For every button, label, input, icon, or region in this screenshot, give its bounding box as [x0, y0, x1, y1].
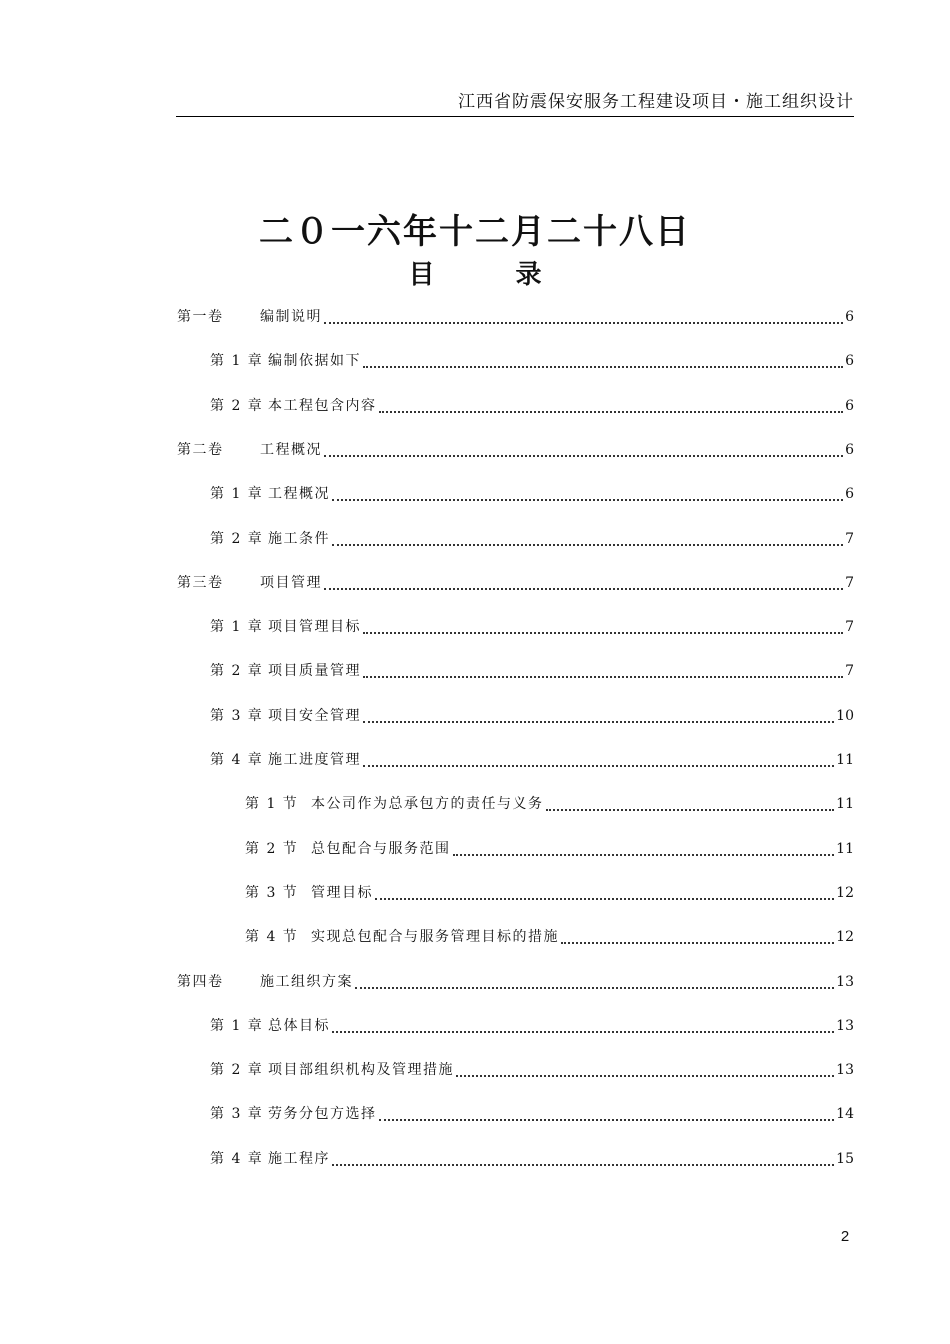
- toc-heading: 目 录: [408, 260, 578, 290]
- toc-leader-dots: [363, 366, 843, 368]
- toc-entry-title: 施工组织方案: [260, 973, 353, 990]
- toc-entry-page: 6: [845, 397, 854, 414]
- toc-entry-label: 第 1 章: [210, 1017, 264, 1034]
- toc-entry-title: 项目安全管理: [268, 707, 361, 724]
- toc-leader-dots: [363, 632, 843, 634]
- toc-entry-page: 11: [836, 840, 854, 857]
- toc-entry-label: 第 2 节: [245, 840, 299, 857]
- toc-entry-label: 第 2 章: [210, 530, 264, 547]
- toc-entry-page: 6: [845, 353, 854, 370]
- toc-leader-dots: [363, 721, 834, 723]
- toc-entry-page: 7: [845, 530, 854, 547]
- toc-entry-title: 编制依据如下: [268, 353, 361, 370]
- toc-entry-page: 6: [845, 486, 854, 503]
- toc-entry-label: 第 3 章: [210, 707, 264, 724]
- toc-entry-title: 工程概况: [260, 441, 322, 458]
- toc-leader-dots: [561, 942, 834, 944]
- toc-entry-label: 第 4 节: [245, 929, 299, 946]
- page-number: 2: [840, 1228, 850, 1245]
- toc-entry-page: 15: [836, 1150, 854, 1167]
- toc-leader-dots: [332, 1031, 834, 1033]
- toc-entry-label: 第 1 节: [245, 796, 299, 813]
- toc-entry-page: 6: [845, 309, 854, 325]
- toc-entry[interactable]: [210, 705, 854, 729]
- header-title: 江西省防震保安服务工程建设项目・施工组织设计: [458, 92, 854, 112]
- toc-leader-dots: [332, 544, 843, 546]
- toc-entry[interactable]: [210, 395, 854, 419]
- toc-leader-dots: [363, 676, 843, 678]
- toc-leader-dots: [375, 898, 834, 900]
- toc-entry-label: 第 1 章: [210, 486, 264, 503]
- toc-leader-dots: [355, 987, 834, 989]
- toc-entry-label: 第 3 章: [210, 1106, 264, 1123]
- toc-entry-label: 第 4 章: [210, 752, 264, 768]
- running-header: [176, 88, 854, 117]
- toc-entry-title: 本工程包含内容: [268, 397, 377, 414]
- toc-entry[interactable]: [210, 1059, 854, 1083]
- toc-entry-page: 10: [836, 707, 854, 724]
- toc-entry-title: 施工进度管理: [268, 752, 361, 768]
- toc-entry-page: 11: [836, 752, 854, 768]
- toc-entry-title: 劳务分包方选择: [268, 1106, 377, 1123]
- toc-leader-dots: [363, 765, 834, 767]
- toc-entry-title: 管理目标: [311, 884, 373, 901]
- toc-leader-dots: [324, 588, 843, 590]
- toc-entry-label: 第四卷: [177, 973, 224, 990]
- toc-entry-title: 工程概况: [268, 486, 330, 503]
- toc-entry-title: 实现总包配合与服务管理目标的措施: [311, 929, 559, 946]
- toc-entry-label: 第 2 章: [210, 397, 264, 414]
- toc-entry-label: 第一卷: [177, 309, 224, 325]
- toc-entry-title: 项目质量管理: [268, 663, 361, 680]
- toc-entry-label: 第 1 章: [210, 353, 264, 370]
- toc-entry-label: 第 2 章: [210, 1062, 264, 1079]
- toc-entry[interactable]: [210, 1103, 854, 1127]
- toc-entry-title: 总体目标: [268, 1017, 330, 1034]
- toc-entry-label: 第三卷: [177, 574, 224, 591]
- toc-entry[interactable]: [177, 306, 854, 330]
- toc-entry-page: 13: [836, 1017, 854, 1034]
- toc-entry[interactable]: [177, 572, 854, 596]
- toc-entry[interactable]: [245, 926, 854, 950]
- toc-leader-dots: [324, 455, 843, 457]
- toc-entry[interactable]: [210, 528, 854, 552]
- toc-entry-title: 项目管理目标: [268, 619, 361, 636]
- toc-entry[interactable]: [210, 660, 854, 684]
- toc-entry[interactable]: [245, 838, 854, 862]
- toc-entry-title: 本公司作为总承包方的责任与义务: [311, 796, 544, 813]
- toc-leader-dots: [324, 322, 843, 324]
- toc-entry-page: 13: [836, 973, 854, 990]
- toc-leader-dots: [379, 1119, 835, 1121]
- toc-entry-page: 7: [845, 663, 854, 680]
- toc-entry[interactable]: [210, 1015, 854, 1039]
- toc-leader-dots: [379, 411, 844, 413]
- toc-leader-dots: [456, 1075, 834, 1077]
- toc-entry-page: 14: [836, 1106, 854, 1123]
- toc-entry-label: 第 1 章: [210, 619, 264, 636]
- toc-entry-title: 总包配合与服务范围: [311, 840, 451, 857]
- toc-entry-label: 第 2 章: [210, 663, 264, 680]
- toc-entry-title: 施工条件: [268, 530, 330, 547]
- toc-leader-dots: [332, 1164, 834, 1166]
- toc-leader-dots: [453, 854, 835, 856]
- toc-entry-page: 11: [836, 796, 854, 813]
- toc-entry[interactable]: [210, 749, 854, 773]
- toc-entry[interactable]: [210, 616, 854, 640]
- toc-entry[interactable]: [177, 971, 854, 995]
- toc-entry-page: 12: [836, 929, 854, 946]
- toc-entry-label: 第二卷: [177, 441, 224, 458]
- toc-entry-page: 7: [845, 574, 854, 591]
- toc-leader-dots: [546, 809, 835, 811]
- toc-leader-dots: [332, 499, 843, 501]
- toc-entry-label: 第 4 章: [210, 1150, 264, 1167]
- toc-entry-page: 13: [836, 1062, 854, 1079]
- toc-entry-title: 编制说明: [260, 309, 322, 325]
- toc-entry[interactable]: [245, 793, 854, 817]
- toc-entry[interactable]: [210, 350, 854, 374]
- toc-entry[interactable]: [177, 439, 854, 463]
- toc-entry-page: 6: [845, 441, 854, 458]
- toc-entry-title: 施工程序: [268, 1150, 330, 1167]
- toc-entry-page: 12: [836, 884, 854, 901]
- toc-entry-label: 第 3 节: [245, 884, 299, 901]
- toc-entry-title: 项目部组织机构及管理措施: [268, 1062, 454, 1079]
- document-date: 二０一六年十二月二十八日: [259, 212, 691, 252]
- toc-entry-title: 项目管理: [260, 574, 322, 591]
- toc-entry-page: 7: [845, 619, 854, 636]
- toc-entry[interactable]: [210, 1148, 854, 1172]
- toc-entry[interactable]: [245, 882, 854, 906]
- toc-entry[interactable]: [210, 483, 854, 507]
